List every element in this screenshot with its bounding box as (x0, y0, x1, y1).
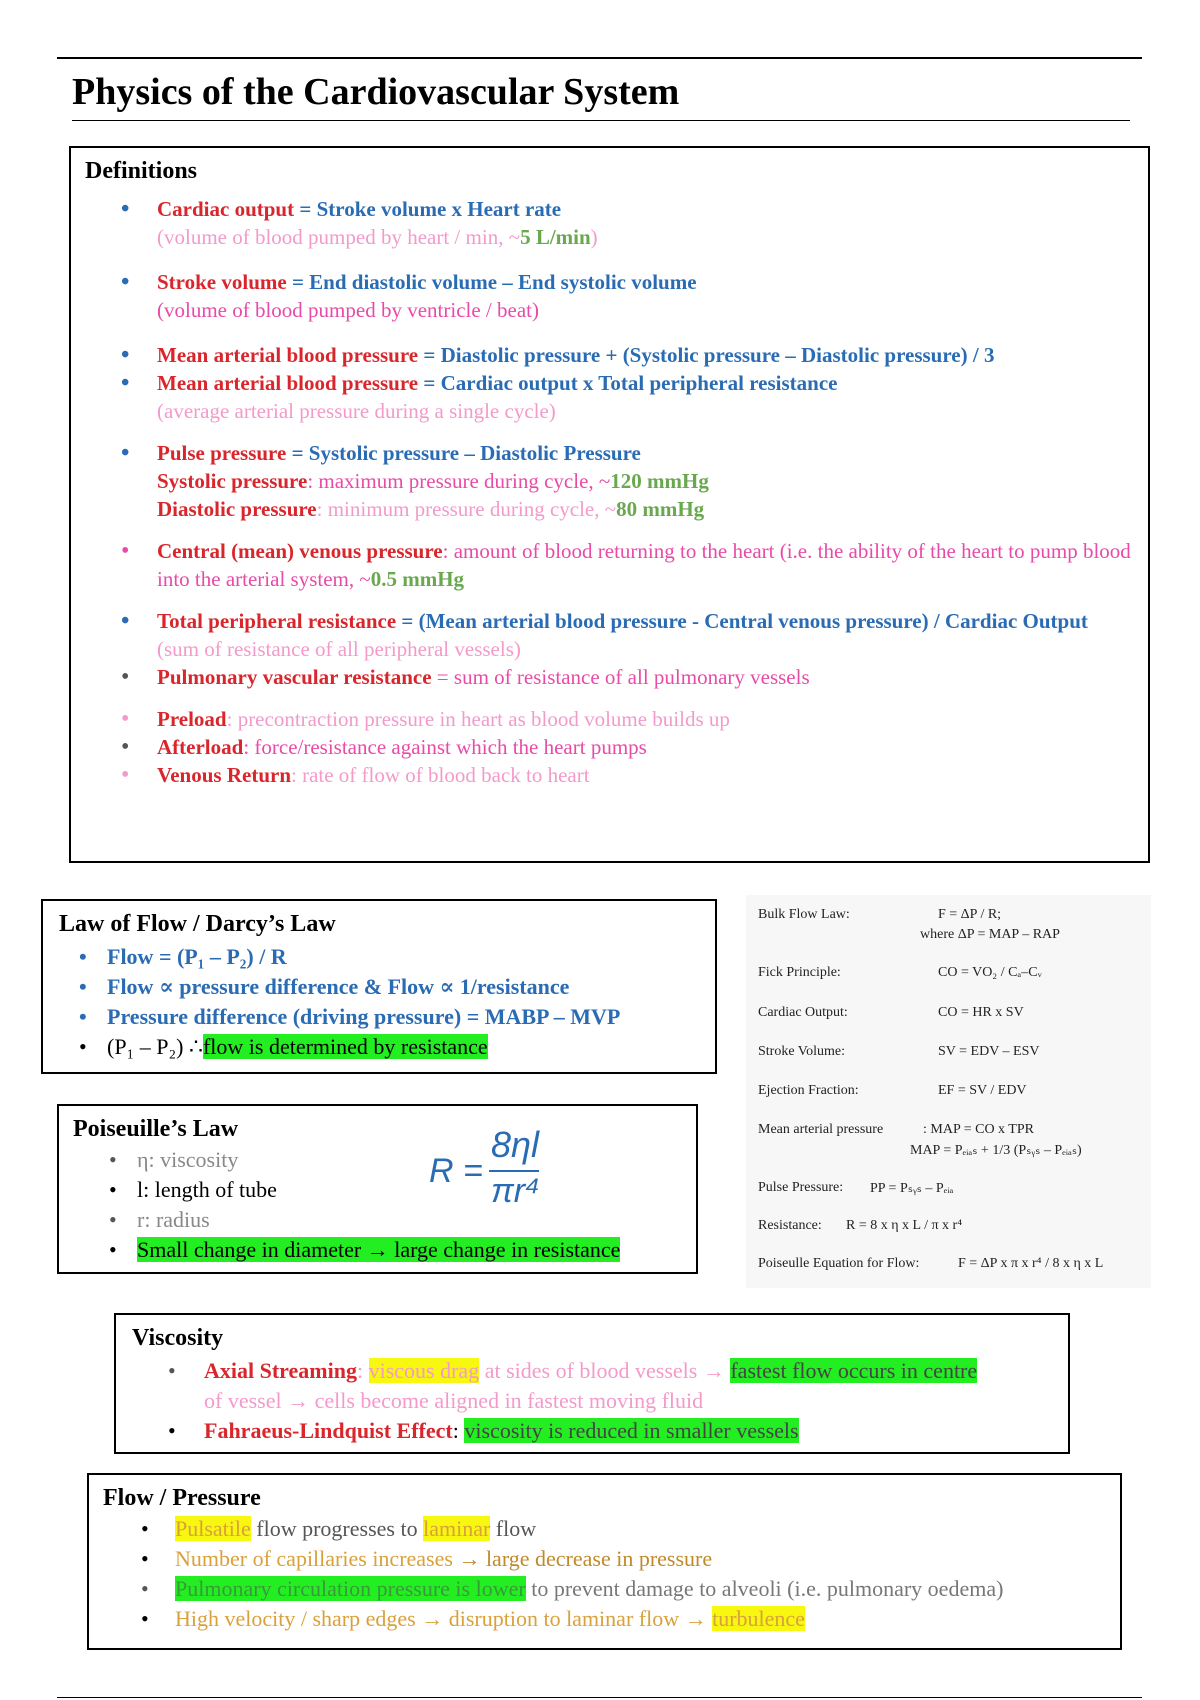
bullet: • (168, 1418, 176, 1443)
bullet: • (168, 1358, 176, 1383)
note: (volume of blood pumped by heart / min, ~ (157, 225, 521, 249)
highlight: Small change in diameter → large change in resistance (137, 1237, 621, 1262)
darcy-item (59, 1032, 699, 1062)
poiseuille-text: η: viscosity (137, 1147, 239, 1172)
eq-value: CO = HR x SV (938, 1005, 1024, 1020)
text: Number of capillaries increases (175, 1546, 459, 1571)
equation: = (Mean arterial blood pressure - Central venous pressure) / Cardiac Output (396, 609, 1088, 633)
term: Mean arterial blood pressure (157, 371, 419, 395)
value: 0.5 mmHg (370, 567, 465, 591)
viscosity-list (132, 1356, 1052, 1446)
eq-label: Cardiac Output: (758, 1005, 848, 1020)
term: Preload (157, 707, 227, 731)
bullet: • (121, 706, 130, 732)
bullet: • (121, 196, 130, 222)
poiseuille-item (73, 1145, 682, 1175)
flow-item-pulsatile (103, 1514, 1106, 1544)
term: Pulse pressure (157, 441, 287, 465)
flow-pressure-list (103, 1514, 1106, 1634)
term: Stroke volume (157, 270, 287, 294)
term: Cardiac output (157, 197, 295, 221)
text: flow progresses to (250, 1516, 424, 1541)
note: (sum of resistance of all peripheral vessels) (157, 637, 521, 661)
darcy-list (59, 942, 699, 1062)
eq-value-2: MAP = Pₑᵢₐₛ + 1/3 (Pₛᵧₛ – Pₑᵢₐₛ) (910, 1143, 1082, 1158)
bullet: • (79, 1034, 87, 1059)
def-pulse-pressure (85, 439, 1134, 523)
viscosity-box (114, 1313, 1070, 1454)
highlight: Pulmonary circulation pressure is lower (175, 1576, 526, 1601)
poiseuille-item (73, 1205, 682, 1235)
value: 80 mmHg (616, 497, 705, 521)
poiseuille-formula (429, 1124, 589, 1214)
definitions-heading: Definitions (85, 158, 198, 184)
term: Total peripheral resistance (157, 609, 397, 633)
highlight: viscosity is reduced in smaller vessels (464, 1418, 799, 1443)
text: flow (490, 1516, 537, 1541)
equation: = Systolic pressure – Diastolic Pressure (286, 441, 641, 465)
bullet: • (79, 974, 87, 999)
darcy-text: Flow = (P₁ – P₂) / R (107, 944, 287, 969)
equations-panel (746, 895, 1151, 1288)
bottom-rule (57, 1697, 1142, 1698)
poiseuille-text: l: length of tube (137, 1177, 277, 1202)
value: 120 mmHg (610, 469, 709, 493)
poiseuille-list (73, 1145, 682, 1265)
bullet: • (121, 342, 130, 368)
bullet: • (121, 269, 130, 295)
def-mabp-1 (85, 341, 1134, 369)
poiseuille-law-box (57, 1104, 698, 1274)
viscosity-heading: Viscosity (132, 1325, 224, 1351)
eq-label: Pulse Pressure: (758, 1180, 844, 1195)
note-end: ) (590, 225, 598, 249)
flow-item-capillaries (103, 1544, 1106, 1574)
text: : precontraction pressure in heart as blood volume builds up (226, 707, 730, 731)
poiseuille-item (73, 1175, 682, 1205)
eq-label: Poiseulle Equation for Flow: (758, 1256, 920, 1271)
def-stroke-volume (85, 268, 1134, 324)
top-rule (57, 57, 1142, 59)
eq-value: CO = VO₂ / Cₐ–Cᵥ (938, 965, 1042, 980)
bullet: • (121, 664, 130, 690)
darcy-item (59, 972, 699, 1002)
eq-value: EF = SV / EDV (938, 1083, 1027, 1098)
def-cvp (85, 537, 1134, 593)
def-afterload (85, 733, 1134, 761)
eq-value: PP = Pₛᵧₛ – Pₑᵢₐ (870, 1181, 954, 1196)
eq-value: R = 8 x η x L / π x r⁴ (846, 1218, 963, 1233)
text: at sides of blood vessels → (479, 1358, 731, 1383)
equation: = Cardiac output x Total peripheral resistance (418, 371, 838, 395)
poiseuille-text: r: radius (137, 1207, 210, 1232)
eq-value: F = ΔP / R; (938, 907, 1002, 922)
bullet: • (121, 538, 130, 564)
value: 5 L/min (520, 225, 591, 249)
darcy-text: Flow ∝ pressure difference & Flow ∝ 1/resistance (107, 974, 570, 999)
page-title: Physics of the Cardiovascular System (72, 71, 680, 113)
eq-label: Fick Principle: (758, 965, 841, 980)
darcy-item (59, 942, 699, 972)
def-mabp-2 (85, 369, 1134, 425)
term: Systolic pressure (157, 469, 308, 493)
poiseuille-item (73, 1235, 682, 1265)
note: (average arterial pressure during a single cycle) (157, 399, 556, 423)
eq-value: F = ΔP x π x r⁴ / 8 x η x L (958, 1256, 1104, 1271)
bullet: • (121, 440, 130, 466)
term: Afterload (157, 735, 244, 759)
highlight: fastest flow occurs in centre (730, 1358, 978, 1383)
highlight: viscous drag (368, 1358, 480, 1383)
eq-value-2: where ΔP = MAP – RAP (920, 927, 1060, 942)
viscosity-fahraeus-lindquist: • Fahraeus-Lindquist Effect: viscosity is reduced in smaller vessels (132, 1416, 1052, 1446)
bullet: • (109, 1177, 117, 1202)
eq-value: : MAP = CO x TPR (923, 1122, 1034, 1137)
term: Diastolic pressure (157, 497, 317, 521)
formula-denominator: πr⁴ (491, 1172, 540, 1210)
eq-label: Ejection Fraction: (758, 1083, 859, 1098)
eq-label: Mean arterial pressure (758, 1122, 884, 1137)
title-underline (72, 120, 1130, 121)
eq-label: Resistance: (758, 1218, 822, 1233)
formula-numerator: 8ηl (491, 1124, 540, 1165)
poiseuille-heading: Poiseuille’s Law (73, 1116, 239, 1142)
term: Central (mean) venous pressure (157, 539, 443, 563)
def-pvr (85, 663, 1134, 691)
bullet: • (141, 1576, 149, 1601)
bullet: • (109, 1147, 117, 1172)
definitions-list (85, 195, 1134, 789)
darcy-law-box (41, 899, 717, 1074)
equation: = Diastolic pressure + (Systolic pressure – Diastolic pressure) / 3 (418, 343, 995, 367)
note: (volume of blood pumped by ventricle / beat) (157, 298, 539, 322)
bullet: • (109, 1237, 117, 1262)
term: Venous Return (157, 763, 291, 787)
bullet: • (121, 762, 130, 788)
flow-item-turbulence (103, 1604, 1106, 1634)
text: → large decrease in pressure (458, 1546, 713, 1571)
term: Pulmonary vascular resistance (157, 665, 432, 689)
def-tpr (85, 607, 1134, 663)
def-cardiac-output (85, 195, 1134, 251)
bullet: • (121, 734, 130, 760)
text: of vessel → cells become aligned in fastest moving fluid (204, 1388, 704, 1413)
viscosity-axial-streaming: • Axial Streaming: viscous drag at sides of blood vessels → fastest flow occurs in centre of vessel → cells become aligned in fastest moving fluid (168, 1358, 978, 1413)
text: : force/resistance against which the heart pumps (243, 735, 647, 759)
term: Axial Streaming (204, 1358, 357, 1383)
def-venous-return (85, 761, 1134, 789)
def-preload (85, 705, 1134, 733)
highlight: turbulence (712, 1606, 805, 1631)
highlight: flow is determined by resistance (202, 1034, 488, 1059)
eq-label: Stroke Volume: (758, 1044, 845, 1059)
flow-pressure-box (87, 1473, 1122, 1650)
text: → disruption to laminar flow → (421, 1606, 713, 1631)
text: : maximum pressure during cycle, ~ (307, 469, 611, 493)
bullet: • (141, 1516, 149, 1541)
flow-pressure-heading: Flow / Pressure (103, 1485, 261, 1511)
flow-item-pulmonary (103, 1574, 1106, 1604)
text: = sum of resistance of all pulmonary vessels (431, 665, 810, 689)
bullet: • (109, 1207, 117, 1232)
darcy-text: (P₁ – P₂) ∴ (107, 1034, 203, 1059)
bullet: • (121, 608, 130, 634)
formula-lhs: R = (429, 1152, 483, 1190)
darcy-item (59, 1002, 699, 1032)
term: Mean arterial blood pressure (157, 343, 419, 367)
text: High velocity / sharp edges (175, 1606, 422, 1631)
text: to prevent damage to alveoli (i.e. pulmonary oedema) (525, 1576, 1004, 1601)
eq-value: SV = EDV – ESV (938, 1044, 1040, 1059)
equation: = End diastolic volume – End systolic volume (286, 270, 697, 294)
bullet: • (79, 1004, 87, 1029)
bullet: • (79, 944, 87, 969)
definitions-box (69, 146, 1150, 863)
text: : minimum pressure during cycle, ~ (316, 497, 617, 521)
bullet: • (121, 370, 130, 396)
bullet: • (141, 1606, 149, 1631)
text: : rate of flow of blood back to heart (291, 763, 590, 787)
darcy-text: Pressure difference (driving pressure) = MABP – MVP (107, 1004, 621, 1029)
term: Fahraeus-Lindquist Effect (204, 1418, 453, 1443)
highlight: laminar (423, 1516, 491, 1541)
eq-label: Bulk Flow Law: (758, 907, 850, 922)
text: : amount of blood returning to the heart (i.e. the ability of the heart to pump blood into the arterial system, ~ (157, 539, 1131, 591)
highlight: Pulsatile (175, 1516, 251, 1541)
darcy-heading: Law of Flow / Darcy’s Law (59, 911, 336, 937)
bullet: • (141, 1546, 149, 1571)
equation: = Stroke volume x Heart rate (294, 197, 562, 221)
